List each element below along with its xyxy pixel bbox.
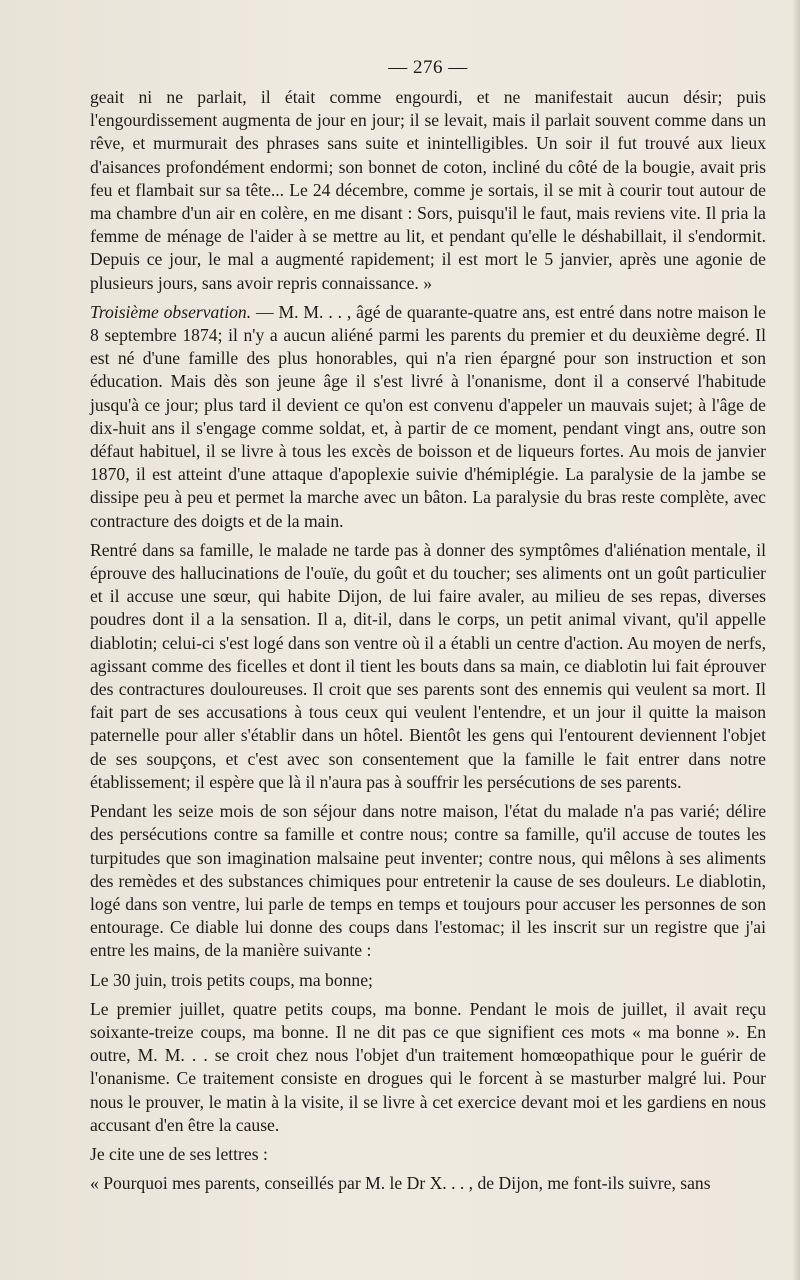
page-edge-shadow: [792, 0, 800, 1280]
observation-heading: Troisième observation.: [90, 301, 252, 322]
paragraph: Rentré dans sa famille, le malade ne tarde pas à donner des symptômes d'aliénation mentale, il éprouve des hallucinations de l'ouïe, du goût et du toucher; ses aliments ont un goût particulier et il accuse une sœur, qui habite Dijon, de lui faire avaler, au milieu de ses repas, diverses poudres dont il a la sensation. Il a, dit-il, dans le corps, un petit animal vivant, qu'il appelle diablotin; celui-ci s'est logé dans son ventre où il a établi un centre d'action. Au moyen de nerfs, agissant comme des ficelles et dont il tient les bouts dans sa main, ce diablotin lui fait éprouver des contractures douloureuses. Il croit que ses parents sont des ennemis qui veulent sa mort. Il fait part de ses accusations à tous ceux qui veulent l'entendre, et un jour il quitte la maison paternelle pour aller s'établir dans un hôtel. Bientôt les gens qui l'entourent deviennent l'objet de ses soupçons, et c'est avec son consentement que la famille le fait entrer dans notre établissement; il espère que là il n'aura pas à souffrir les persécutions de ses parents.: [90, 539, 766, 792]
body-text: [90, 86, 766, 1195]
paragraph-text: — M. M. . . , âgé de quarante-quatre ans, est entré dans notre maison le 8 septembre 1874; il n'y a aucun aliéné parmi les parents du premier et du deuxième degré. Il est né d'une famille des plus honorables, qui n'a rien épargné pour son instruction et son éducation. Mais dès son jeune âge il s'est livré à l'onanisme, dont il a conservé l'habitude jusqu'à ce jour; plus tard il devient ce qu'on est convenu d'appeler un mauvais sujet; à l'âge de dix-huit ans il s'engage comme soldat, et, à partir de ce moment, pendant vingt ans, outre son défaut habituel, il se livre à tous les excès de boisson et de liqueurs fortes. Au mois de janvier 1870, il est atteint d'une attaque d'apoplexie suivie d'hémiplégie. La paralysie de la jambe se dissipe peu à peu et permet la marche avec un bâton. La paralysie du bras reste complète, avec contracture des doigts et de la main.: [90, 301, 766, 531]
paragraph: « Pourquoi mes parents, conseillés par M. le Dr X. . . , de Dijon, me font-ils suivre, sans: [90, 1173, 711, 1194]
paragraph: Pendant les seize mois de son séjour dans notre maison, l'état du malade n'a pas varié; délire des persécutions contre sa famille et contre nous; contre sa famille, qu'il accuse de toutes les turpitudes que son imagination malsaine peut inventer; contre nous, qui mêlons à ses aliments des remèdes et des substances chimiques pour entretenir la cause de ses douleurs. Le diablotin, logé dans son ventre, lui parle de temps en temps et toujours pour accuser les personnes de son entourage. Ce diable lui donne des coups dans l'estomac; il les inscrit sur un registre que j'ai entre les mains, de la manière suivante :: [90, 801, 766, 961]
paragraph-observation: [90, 301, 766, 533]
page-number: — 276 —: [388, 57, 468, 78]
paragraph: Le 30 juin, trois petits coups, ma bonne;: [90, 969, 373, 990]
paragraph: Le premier juillet, quatre petits coups, ma bonne. Pendant le mois de juillet, il avait reçu soixante-treize coups, ma bonne. Il ne dit pas ce que signifient ces mots « ma bonne ». En outre, M. M. . . se croit chez nous l'objet d'un traitement homœopathique pour le guérir de l'onanisme. Ce traitement consiste en drogues qui le forcent à se masturber malgré lui. Pour nous le prouver, le matin à la visite, il se livre à cet exercice devant moi et les gardiens en nous accusant d'en être la cause.: [90, 998, 766, 1135]
paragraph: Je cite une de ses lettres :: [90, 1143, 268, 1164]
paragraph: geait ni ne parlait, il était comme engourdi, et ne manifestait aucun désir; puis l'engourdissement augmenta de jour en jour; il se levait, mais il parlait souvent comme dans un rêve, et murmurait des phrases sans suite et inintelligibles. Un soir il fut trouvé aux lieux d'aisances profondément endormi; son bonnet de coton, incliné du côté de la bougie, avait pris feu et flambait sur sa tête... Le 24 décembre, comme je sortais, il se mit à courir tout autour de ma chambre d'un air en colère, en me disant : Sors, puisqu'il le faut, mais reviens vite. Il pria la femme de ménage de l'aider à se mettre au lit, et pendant qu'elle le déshabillait, il s'endormit. Depuis ce jour, le mal a augmenté rapidement; il est mort le 5 janvier, après une agonie de plusieurs jours, sans avoir repris connaissance. »: [90, 87, 766, 293]
